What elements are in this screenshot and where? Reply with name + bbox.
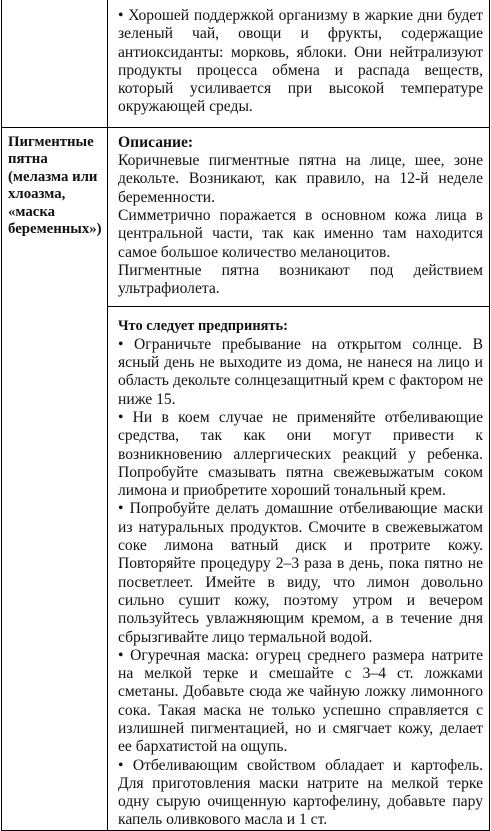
bullet-paragraph: • Ни в коем случае не применяйте отбеливающие средства, так как они могут привести к возникновению аллергических реакций у ребенка. Попробуйте смазывать пятна свежевыжатым соком лимона и приобретите хороший тональный крем. (118, 408, 483, 500)
pregnancy-care-table (1, 0, 490, 831)
description-paragraph: Коричневые пигментные пятна на лице, шее, зоне декольте. Возникают, как правило, на 12-й неделе беременности. (118, 152, 483, 206)
description-paragraph: Пигментные пятна возникают под действием ультрафиолета. (118, 261, 483, 298)
term-label: Пигментные пятна (мелазма или хлоазма, «маска беременных») (8, 133, 102, 238)
bullet-paragraph: • Отбеливающим свойством обладает и картофель. Для приготовления маски натрите на мелкой терке одну сырую очищенную картофелину, добавьте пару капель оливкового масла и 1 ст. (118, 756, 483, 829)
description-cell (108, 127, 490, 307)
bullet-paragraph: • Огуречная маска: огурец среднего размера натрите на мелкой терке и смешайте с 3–4 ст. ложками сметаны. Добавьте сюда же чайную ложку лимонного сока. Такая маска не только успешно справляется с излишней пигментацией, но и смягчает кожу, делает ее бархатистой на ощупь. (118, 646, 483, 756)
actions-cell (108, 307, 490, 830)
term-cell (2, 0, 108, 127)
description-paragraph: Симметрично поражается в основном кожа лица в центральной части, так как именно там находится самое большое количество меланоцитов. (118, 206, 483, 261)
description-cell (108, 0, 490, 127)
table-row (2, 0, 490, 127)
bullet-paragraph: • Ограничьте пребывание на открытом солнце. В ясный день не выходите из дома, не нанеся на лицо и область декольте солнцезащитный крем с фактором не ниже 15. (118, 335, 483, 408)
actions-heading: Что следует предпринять: (118, 318, 288, 335)
description-heading: Описание: (118, 133, 194, 151)
bullet-paragraph: • Попробуйте делать домашние отбеливающие маски из натуральных продуктов. Смочите в свежевыжатом соке лимона ватный диск и протрите кожу. Повторяйте процедуру 2–3 раза в день, пока пятно не посветлеет. Имейте в виду, что лимон довольно сильно сушит кожу, поэтому утром и вечером пользуйтесь увлажняющим кремом, а в течение дня сбрызгивайте лицо термальной водой. (118, 500, 483, 646)
table-row (2, 127, 490, 307)
bullet-paragraph: • Хорошей поддержкой организму в жаркие дни будет зеленый чай, овощи и фрукты, содержащие антиоксиданты: морковь, яблоки. Они нейтрализуют продукты процесса обмена и распада веществ, который усиливается при высокой температуре окружающей среды. (118, 7, 483, 116)
term-cell (2, 127, 108, 830)
